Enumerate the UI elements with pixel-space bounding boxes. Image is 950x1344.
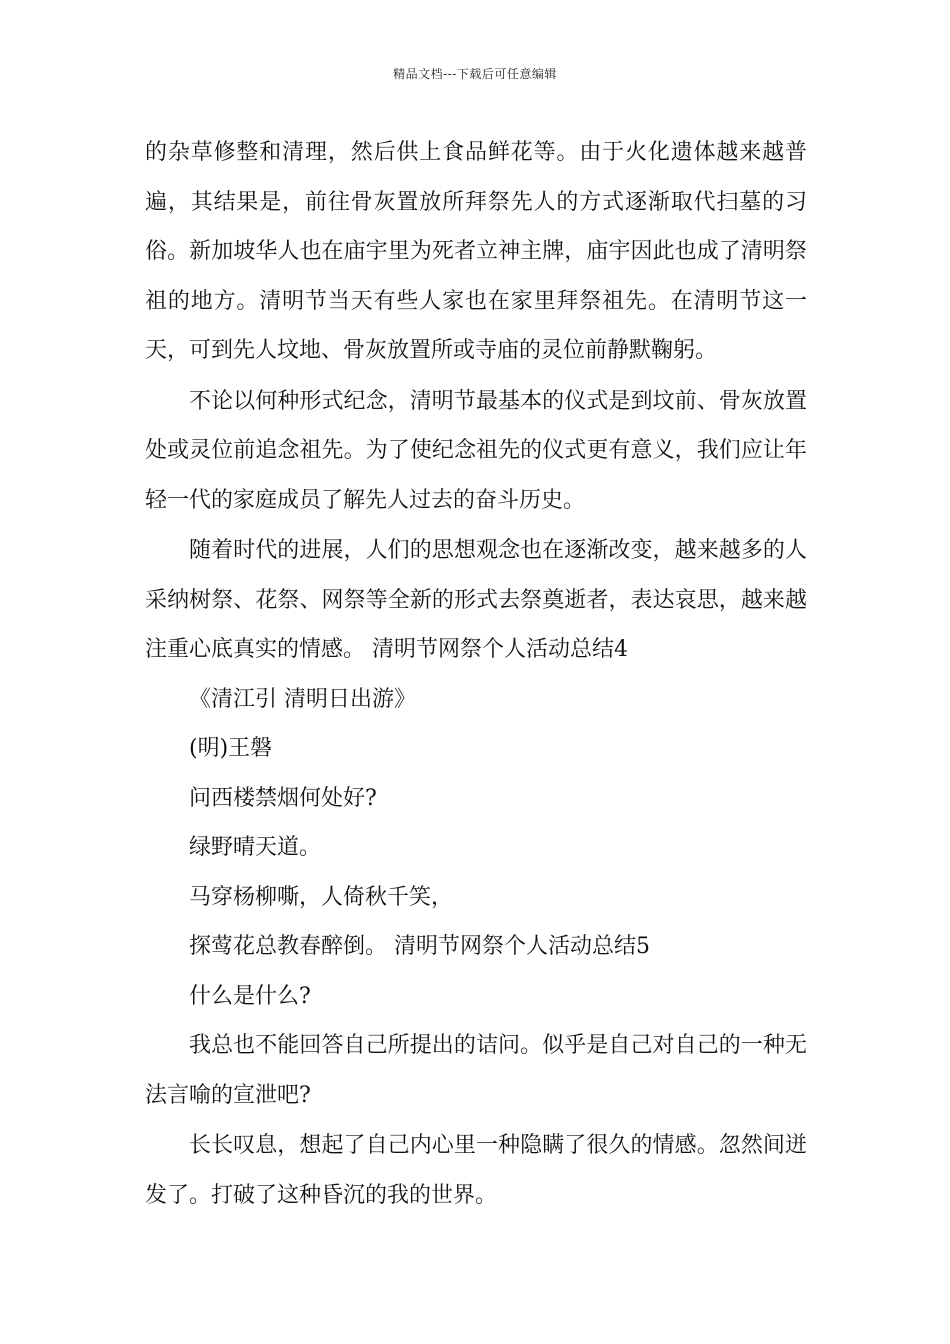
question-line: 什么是什么?	[189, 983, 311, 1009]
poem-author: (明)王磐	[189, 736, 273, 761]
paragraph-1: 的杂草修整和清理，然后供上食品鲜花等。由于火化遗体越来越普遍，其结果是，前往骨灰置放所拜祭先人的方式逐渐取代扫墓的习俗。新加坡华人也在庙宇里为死者立神主牌，庙宇因此也成了清明祭祖的地方。清明节当天有些人家也在家里拜祭祖先。在清明节这一天，可到先人坟地、骨灰放置所或寺庙的灵位前静默鞠躬。	[145, 140, 807, 363]
page-header: 精品文档---下载后可任意编辑	[393, 67, 557, 81]
paragraph-2: 不论以何种形式纪念，清明节最基本的仪式是到坟前、骨灰放置处或灵位前追念祖先。为了使纪念祖先的仪式更有意义，我们应让年轻一代的家庭成员了解先人过去的奋斗历史。	[145, 388, 807, 513]
poem-line-3: 马穿杨柳嘶，人倚秋千笑，	[189, 884, 454, 910]
poem-title: 《清江引 清明日出游》	[189, 686, 416, 712]
poem-line-4: 探莺花总教春醉倒。 清明节网祭个人活动总结5	[189, 934, 650, 959]
paragraph-3: 随着时代的进展，人们的思想观念也在逐渐改变，越来越多的人采纳树祭、花祭、网祭等全新的形式去祭奠逝者，表达哀思，越来越注重心底真实的情感。 清明节网祭个人活动总结4	[145, 538, 807, 662]
paragraph-5: 长长叹息，想起了自己内心里一种隐瞒了很久的情感。忽然间迸发了。打破了这种昏沉的我的世界。	[145, 1133, 807, 1208]
document-body	[145, 128, 807, 1220]
paragraph-4: 我总也不能回答自己所提出的诘问。似乎是自己对自己的一种无法言喻的宣泄吧?	[145, 1033, 807, 1108]
poem-line-2: 绿野晴天道。	[189, 835, 322, 860]
poem-line-1: 问西楼禁烟何处好?	[189, 785, 377, 811]
